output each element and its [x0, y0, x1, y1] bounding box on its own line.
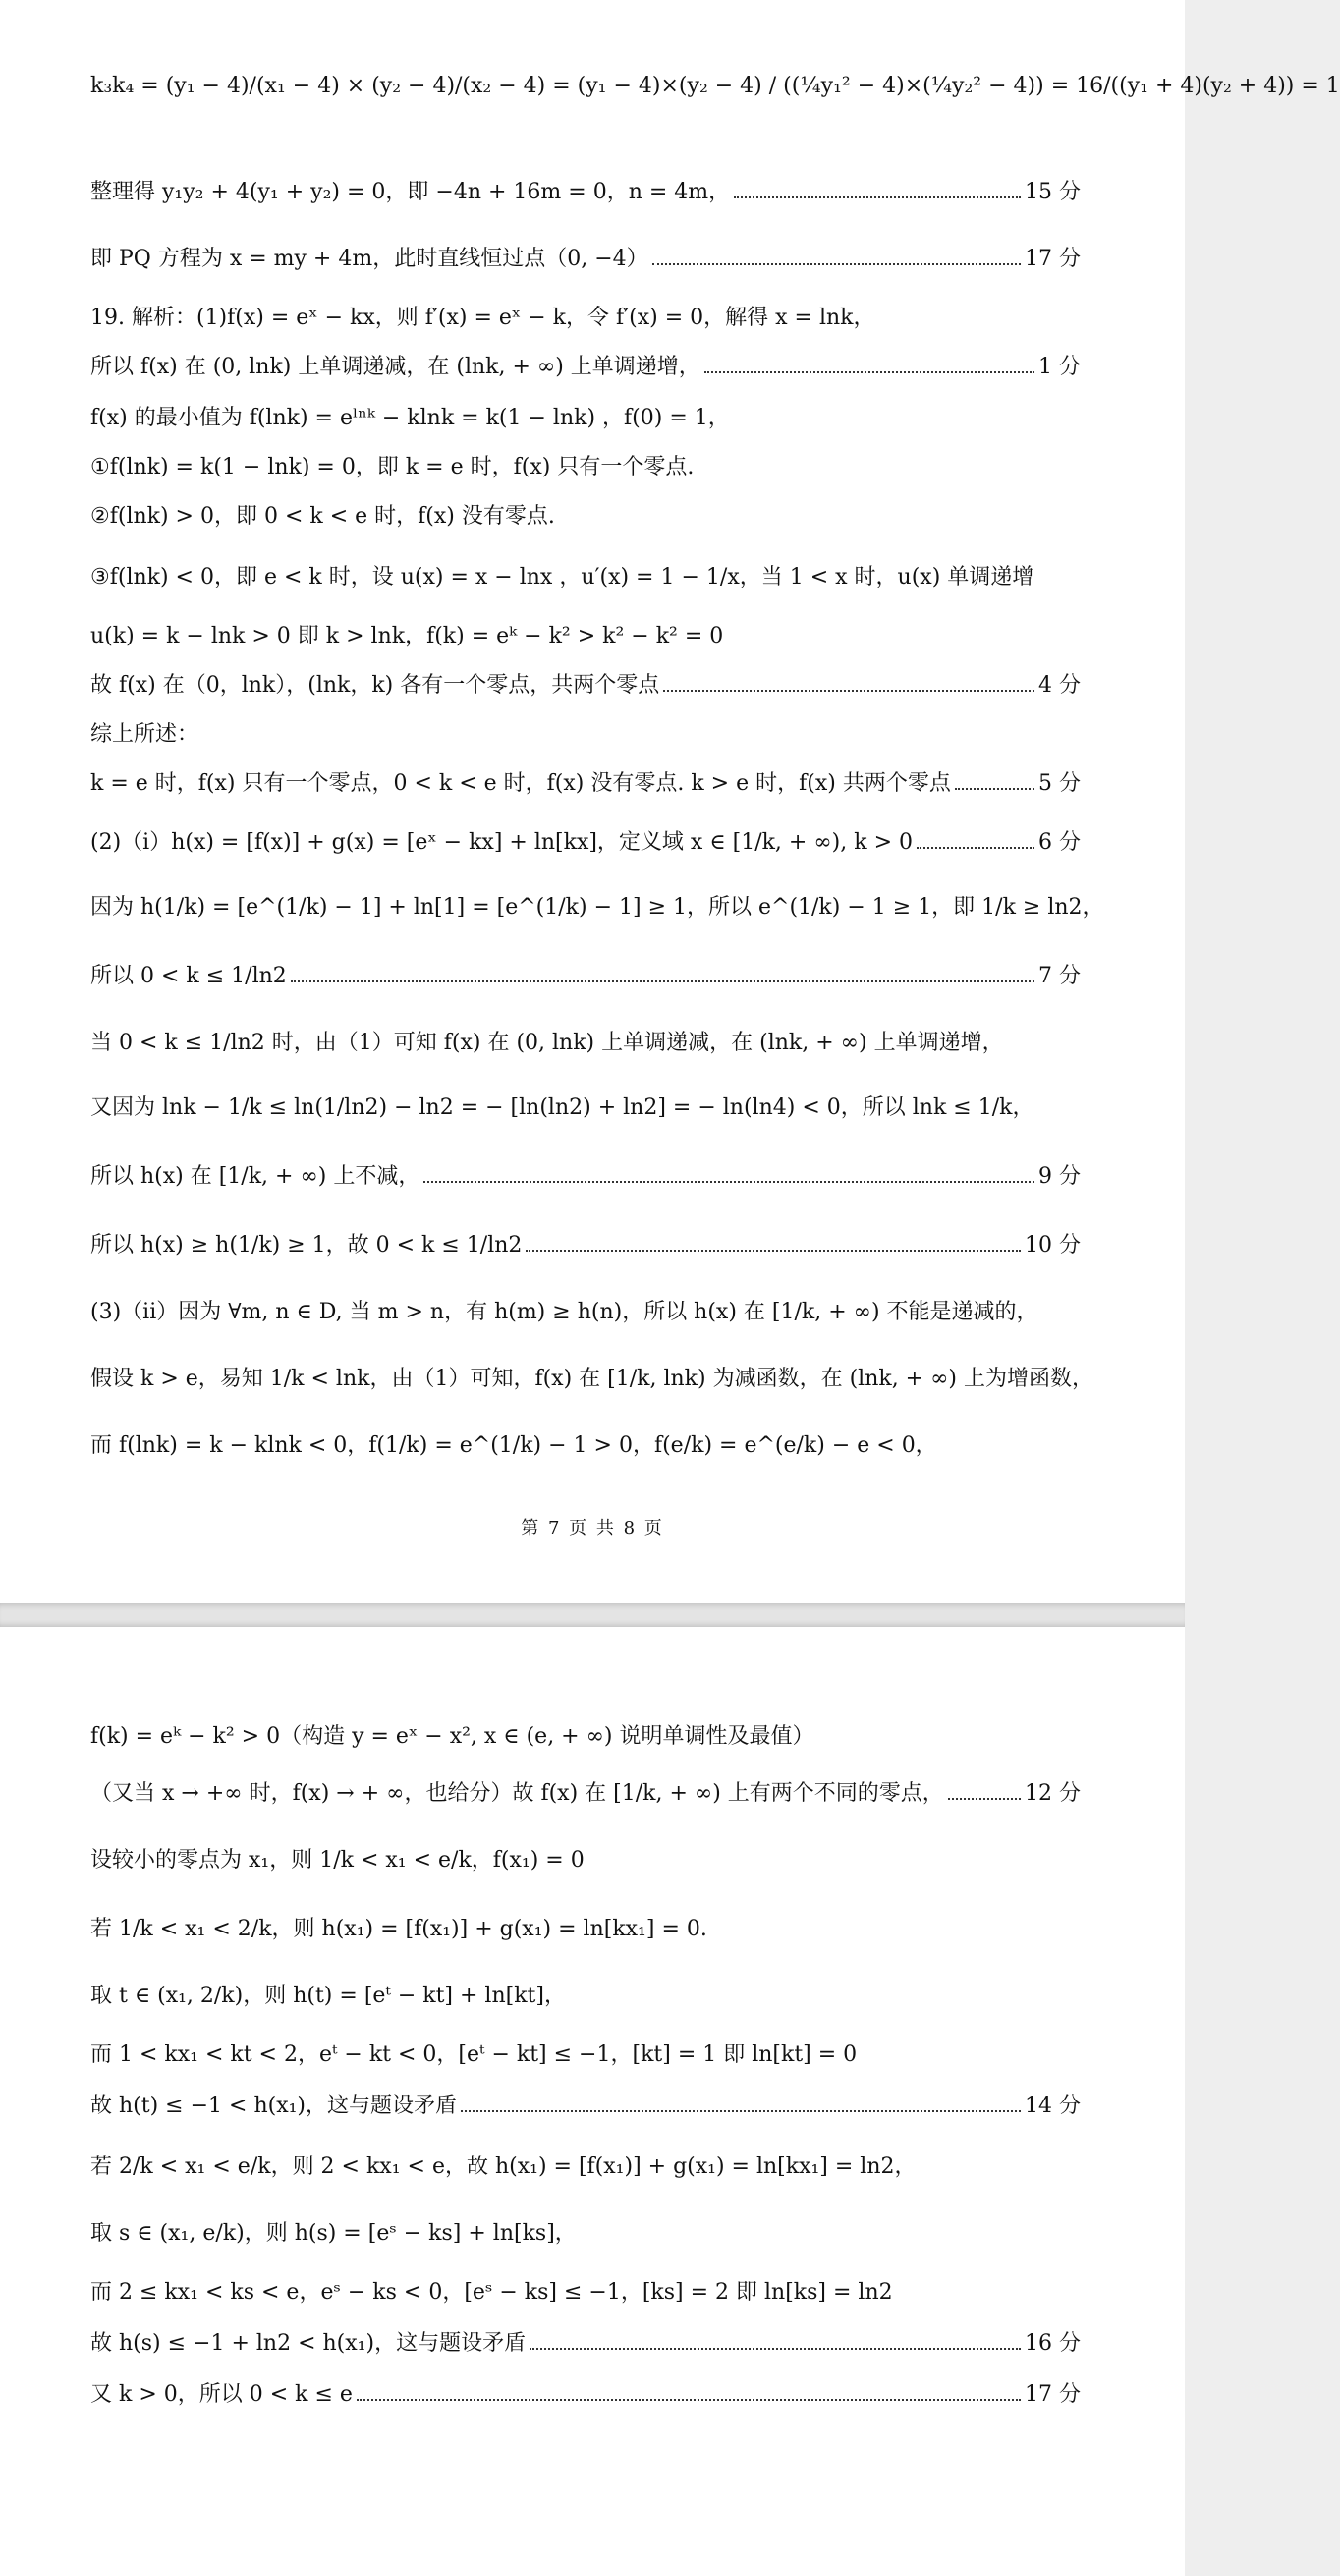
page-separator	[0, 1603, 1185, 1627]
score-label: 12 分	[1025, 1781, 1081, 1806]
leader-dots	[704, 369, 1034, 373]
text-line: 若 2/k < x₁ < e/k，则 2 < kx₁ < e，故 h(x₁) = [f(x₁)] + g(x₁) = ln[kx₁] = ln2，	[90, 2155, 917, 2179]
text-line: f(x) 的最小值为 f(lnk) = eˡⁿᵏ − klnk = k(1 − lnk) ，f(0) = 1，	[90, 406, 730, 430]
text-line: 取 t ∈ (x₁, 2/k)，则 h(t) = [eᵗ − kt] + ln[kt]，	[90, 1984, 566, 2008]
score-label: 16 分	[1025, 2331, 1081, 2356]
score-label: 15 分	[1025, 180, 1081, 204]
score-label: 14 分	[1025, 2094, 1081, 2118]
text-line: 即 PQ 方程为 x = my + 4m，此时直线恒过点（0, −4） 17 分	[90, 242, 1081, 277]
page-footer: 第 7 页 共 8 页	[521, 1518, 664, 1539]
score-label: 10 分	[1025, 1233, 1081, 1258]
text-line: 若 1/k < x₁ < 2/k，则 h(x₁) = [f(x₁)] + g(x₁) = ln[kx₁] = 0.	[90, 1917, 707, 1941]
leader-dots	[663, 688, 1034, 692]
text-line: (2)（i）h(x) = [f(x)] + g(x) = [eˣ − kx] + ln[kx]，定义域 x ∈ [1/k, + ∞), k > 0 6 分	[90, 825, 1081, 861]
text-line: 又因为 lnk − 1/k ≤ ln(1/ln2) − ln2 = − [ln(ln2) + ln2] = − ln(ln4) < 0，所以 lnk ≤ 1/k，	[90, 1095, 1034, 1120]
text-line: 设较小的零点为 x₁，则 1/k < x₁ < e/k，f(x₁) = 0	[90, 1848, 585, 1873]
text-line: 19. 解析：(1)f(x) = eˣ − kx，则 f′(x) = eˣ − k，令 f′(x) = 0，解得 x = lnk，	[90, 306, 875, 330]
leader-dots	[955, 786, 1034, 790]
text-line: k = e 时，f(x) 只有一个零点，0 < k < e 时，f(x) 没有零点. k > e 时，f(x) 共两个零点 5 分	[90, 766, 1081, 802]
score-label: 4 分	[1038, 673, 1081, 698]
leader-dots	[291, 979, 1034, 982]
text-line: ③f(lnk) < 0，即 e < k 时，设 u(x) = x − lnx ，u′(x) = 1 − 1/x，当 1 < x 时，u(x) 单调递增	[90, 565, 1034, 589]
text-line: （又当 x → +∞ 时，f(x) → + ∞，也给分）故 f(x) 在 [1/k, + ∞) 上有两个不同的零点， 12 分	[90, 1776, 1081, 1812]
leader-dots	[526, 1248, 1021, 1252]
score-label: 7 分	[1038, 964, 1081, 988]
text-line: 而 1 < kx₁ < kt < 2，eᵗ − kt < 0，[eᵗ − kt] ≤ −1，[kt] = 1 即 ln[kt] = 0	[90, 2043, 858, 2067]
leader-dots	[652, 261, 1021, 265]
text-line: 故 h(t) ≤ −1 < h(x₁)，这与题设矛盾 14 分	[90, 2089, 1081, 2124]
score-label: 17 分	[1025, 247, 1081, 271]
text-line: k₃k₄ = (y₁ − 4)/(x₁ − 4) × (y₂ − 4)/(x₂ − 4) = (y₁ − 4)×(y₂ − 4) / ((¼y₁² − 4)×(¼y₂² − 4)) = 16/((y₁ + 4)(y₂ + 4)) = 1	[90, 74, 1340, 98]
text-line: 故 f(x) 在（0，lnk），(lnk，k) 各有一个零点，共两个零点 4 分	[90, 668, 1081, 703]
leader-dots	[734, 195, 1021, 198]
leader-dots	[357, 2397, 1021, 2401]
text-line: 故 h(s) ≤ −1 + ln2 < h(x₁)，这与题设矛盾 16 分	[90, 2326, 1081, 2362]
text-line: 所以 0 < k ≤ 1/ln2 7 分	[90, 959, 1081, 994]
text-line: 因为 h(1/k) = [e^(1/k) − 1] + ln[1] = [e^(1/k) − 1] ≥ 1，所以 e^(1/k) − 1 ≥ 1，即 1/k ≥ ln2，	[90, 895, 1104, 920]
page-8	[0, 1627, 1185, 2576]
text-line: 取 s ∈ (x₁, e/k)，则 h(s) = [eˢ − ks] + ln[ks]，	[90, 2221, 577, 2246]
text-line: 所以 f(x) 在 (0, lnk) 上单调递减，在 (lnk, + ∞) 上单调递增， 1 分	[90, 350, 1081, 385]
text-line: 当 0 < k ≤ 1/ln2 时，由（1）可知 f(x) 在 (0, lnk) 上单调递减，在 (lnk, + ∞) 上单调递增，	[90, 1031, 1004, 1055]
text-line: 所以 h(x) ≥ h(1/k) ≥ 1，故 0 < k ≤ 1/ln2 10 分	[90, 1228, 1081, 1263]
text-line: 综上所述：	[90, 722, 199, 747]
text-line: 假设 k > e，易知 1/k < lnk，由（1）可知，f(x) 在 [1/k, lnk) 为减函数，在 (lnk, + ∞) 上为增函数，	[90, 1367, 1094, 1391]
text-line: 而 f(lnk) = k − klnk < 0，f(1/k) = e^(1/k) − 1 > 0，f(e/k) = e^(e/k) − e < 0，	[90, 1433, 937, 1458]
text-line: ①f(lnk) = k(1 − lnk) = 0，即 k = e 时，f(x) 只有一个零点.	[90, 455, 695, 479]
leader-dots	[917, 845, 1034, 849]
text-line: 又 k > 0，所以 0 < k ≤ e 17 分	[90, 2378, 1081, 2413]
text-line: 而 2 ≤ kx₁ < ks < e，eˢ − ks < 0，[eˢ − ks] ≤ −1，[ks] = 2 即 ln[ks] = ln2	[90, 2280, 893, 2305]
leader-dots	[530, 2346, 1021, 2350]
score-label: 1 分	[1038, 355, 1081, 379]
text-line: ②f(lnk) > 0，即 0 < k < e 时，f(x) 没有零点.	[90, 504, 555, 529]
score-label: 6 分	[1038, 830, 1081, 855]
text-line: u(k) = k − lnk > 0 即 k > lnk，f(k) = eᵏ − k² > k² − k² = 0	[90, 624, 724, 648]
leader-dots	[461, 2108, 1021, 2112]
score-label: 17 分	[1025, 2382, 1081, 2407]
text-line: 整理得 y₁y₂ + 4(y₁ + y₂) = 0，即 −4n + 16m = 0，n = 4m， 15 分	[90, 175, 1081, 210]
leader-dots	[423, 1179, 1034, 1183]
text-line: 所以 h(x) 在 [1/k, + ∞) 上不减， 9 分	[90, 1159, 1081, 1195]
text-line: (3)（ii）因为 ∀m, n ∈ D, 当 m > n，有 h(m) ≥ h(n)，所以 h(x) 在 [1/k, + ∞) 不能是递减的，	[90, 1300, 1038, 1324]
score-label: 5 分	[1038, 771, 1081, 796]
score-label: 9 分	[1038, 1164, 1081, 1189]
leader-dots	[948, 1796, 1021, 1800]
text-line: f(k) = eᵏ − k² > 0（构造 y = eˣ − x², x ∈ (e, + ∞) 说明单调性及最值）	[90, 1724, 814, 1749]
